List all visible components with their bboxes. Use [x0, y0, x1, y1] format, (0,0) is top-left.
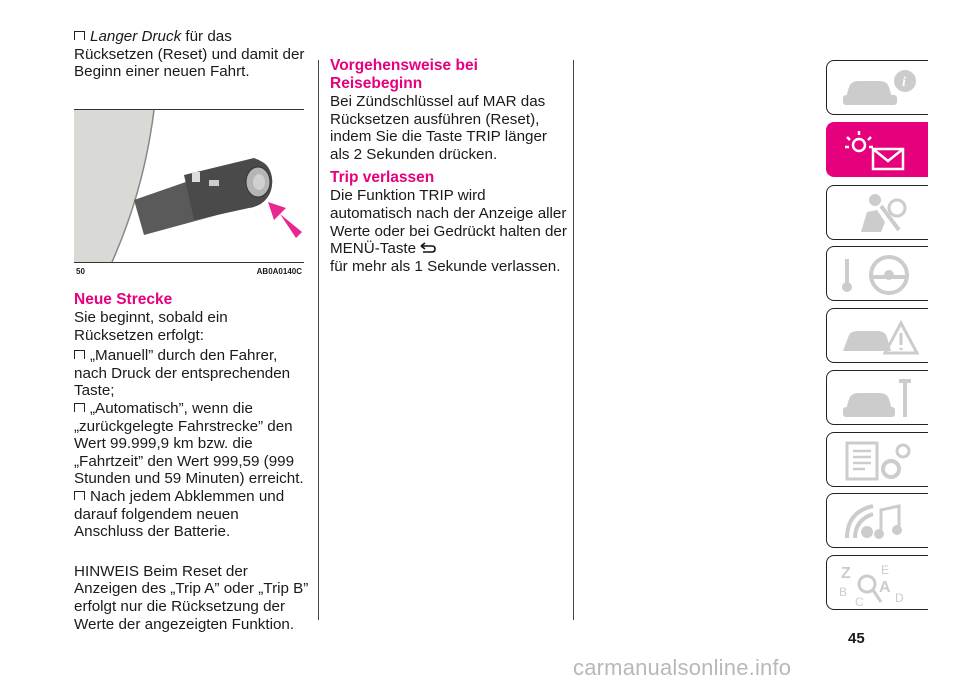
- lever-figure: [74, 109, 304, 280]
- bullet-item: [74, 347, 310, 400]
- tab-starting-driving[interactable]: [826, 246, 928, 301]
- heading-trip-verlassen: Trip verlassen: [330, 169, 435, 187]
- tab-technical-data[interactable]: [826, 432, 928, 487]
- para-neue-strecke: Sie beginnt, sobald ein Rücksetzen erfolgt:: [74, 309, 228, 344]
- para-trip-verlassen: [330, 187, 568, 275]
- column-divider: [318, 60, 319, 620]
- warning-light-message-icon: [841, 129, 921, 173]
- para-trip-text-end: für mehr als 1 Sekunde verlassen.: [330, 257, 561, 275]
- svg-text:Z: Z: [841, 565, 851, 582]
- intro-italic: Langer Druck: [90, 28, 182, 45]
- tab-index[interactable]: [826, 555, 928, 610]
- para-reisebeginn: Bei Zündschlüssel auf MAR das Rücksetzen ausführen (Reset), indem Sie die Taste TRIP länger als 2 Sekunden drücken.: [330, 93, 547, 163]
- figure-number: 50: [76, 267, 85, 276]
- heading-neue-strecke: Neue Strecke: [74, 291, 173, 308]
- seat-airbag-icon: [841, 192, 921, 236]
- heading-reisebeginn: Vorgehensweise bei Reisebeginn: [330, 57, 478, 92]
- svg-text:i: i: [902, 75, 906, 90]
- tab-multimedia[interactable]: [826, 493, 928, 548]
- bullet-text: „Automatisch”, wenn die „zurückgelegte Fahrstrecke” den Wert 99.999,9 km bzw. die „Fahrtzeit” den Wert 999,59 (999 Stunden und 59 Minuten) erreicht.: [74, 399, 304, 488]
- bullet-text: „Manuell” durch den Fahrer, nach Druck der entsprechenden Taste;: [74, 347, 291, 400]
- car-emergency-icon: [841, 315, 921, 359]
- page-number: 45: [848, 630, 865, 647]
- svg-text:D: D: [895, 591, 904, 605]
- svg-text:C: C: [855, 595, 864, 609]
- para-trip-text: Die Funktion TRIP wird automatisch nach der Anzeige aller Werte oder bei Gedrückt halten der MENÜ-Taste: [330, 187, 567, 258]
- car-maintenance-icon: [841, 377, 921, 421]
- note-paragraph: HINWEIS Beim Reset der Anzeigen des „Trip A” oder „Trip B” erfolgt nur die Rücksetzung der Werte der angezeigten Funktion.: [74, 562, 309, 633]
- column-left-lower: [74, 291, 310, 633]
- svg-text:B: B: [839, 585, 848, 599]
- tab-maintenance[interactable]: [826, 370, 928, 425]
- steering-key-icon: [841, 253, 921, 297]
- intro-paragraph: [74, 28, 306, 81]
- intro-rest: für das Rücksetzen (Reset) und damit der Beginn einer neuen Fahrt.: [74, 28, 305, 81]
- lever-illustration: [74, 109, 304, 263]
- tab-car-info[interactable]: [826, 60, 928, 115]
- svg-text:A: A: [879, 579, 891, 596]
- watermark: carmanualsonline.info: [573, 655, 792, 680]
- car-info-icon: [841, 67, 921, 111]
- bullet-item: [74, 400, 310, 488]
- tab-emergency[interactable]: [826, 308, 928, 363]
- tab-warning-lights[interactable]: [826, 122, 928, 177]
- svg-text:E: E: [881, 563, 890, 577]
- column-divider-2: [573, 60, 574, 620]
- tab-safety[interactable]: [826, 185, 928, 240]
- index-icon: [839, 562, 921, 609]
- menu-return-icon: [420, 242, 436, 254]
- column-left: [74, 28, 306, 81]
- bullet-item: [74, 488, 310, 541]
- figure-code: AB0A0140C: [256, 267, 302, 276]
- technical-data-icon: [841, 439, 921, 483]
- multimedia-icon: [841, 500, 921, 544]
- bullet-text: Nach jedem Abklemmen und darauf folgendem neuen Anschluss der Batterie.: [74, 487, 285, 541]
- column-middle: [330, 57, 568, 275]
